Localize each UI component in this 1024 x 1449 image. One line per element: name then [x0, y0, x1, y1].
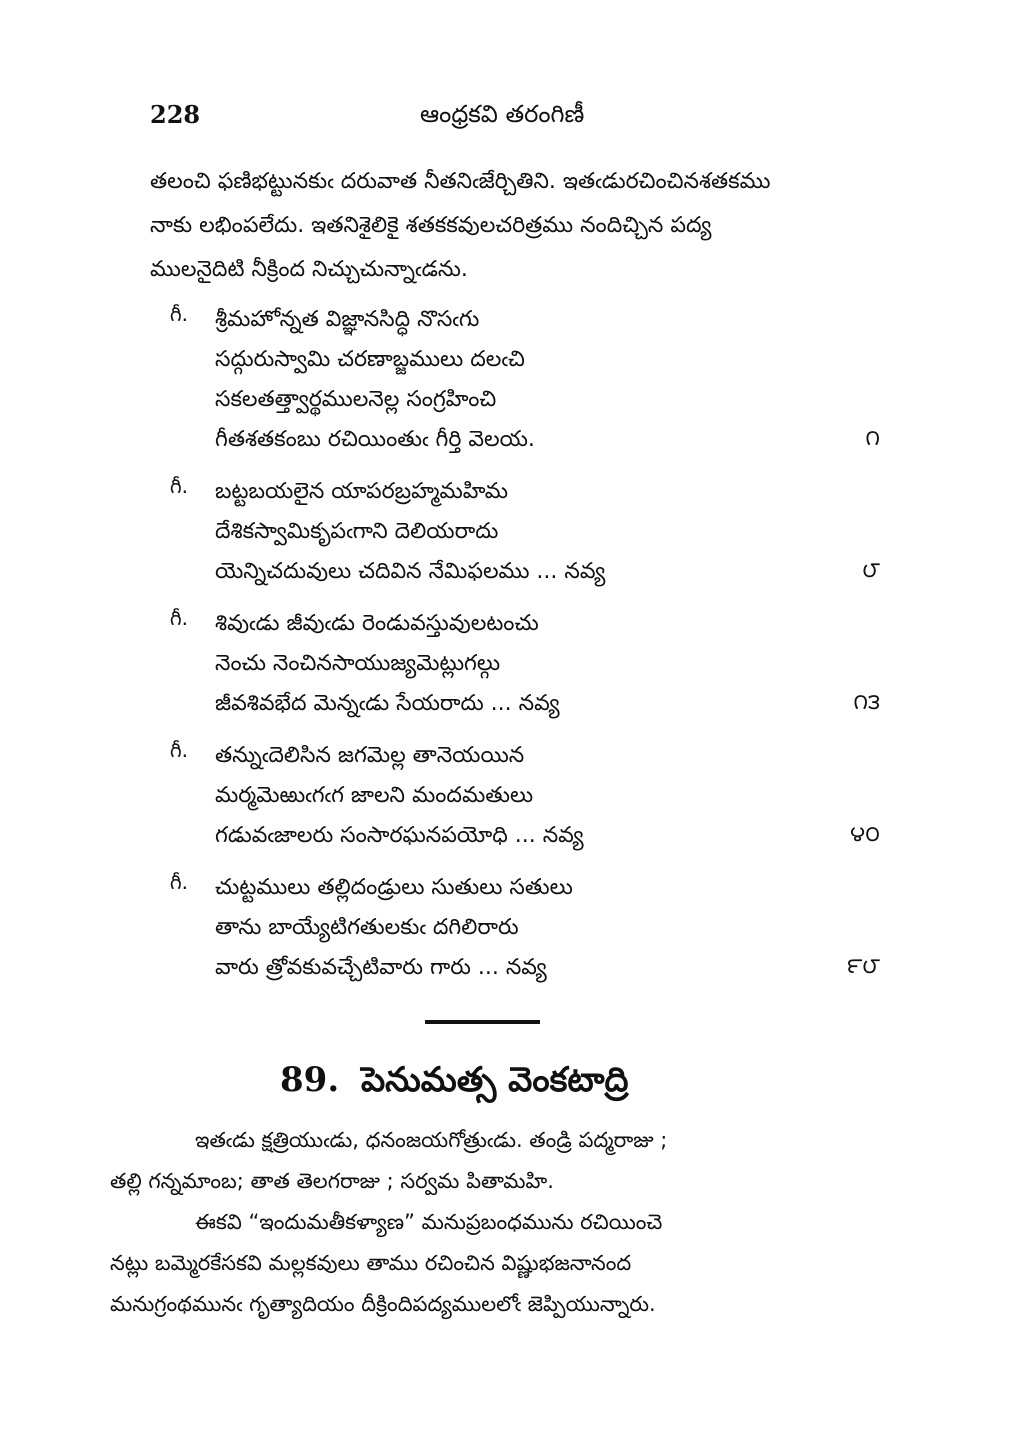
section-heading [280, 1060, 628, 1108]
verse-1 [160, 300, 900, 460]
verse-meter-marker: గీ. [170, 870, 189, 894]
verse-meter-marker: గీ. [170, 302, 189, 326]
verse-lines [215, 868, 900, 988]
verse-line: బట్టబయలైన యాపరబ్రహ్మమహిమ [215, 479, 509, 504]
intro-line: నాకు లభింపలేదు. ఇతనిశైలికై శతకకవులచరిత్రము నందిచ్చిన పద్య [150, 213, 712, 238]
verse-lines [215, 300, 900, 460]
section-number: 89. [280, 1060, 340, 1100]
verse-line: తాను బాయ్యేటిగతులకుఁ దగిలిరారు [215, 915, 519, 940]
verse-line: మర్మమెఱుఁగఁగ జాలని మందమతులు [215, 783, 534, 808]
verse-line: శ్రీమహోన్నత విజ్ఞానసిద్ధి నొసఁగు [215, 307, 480, 332]
verse-line: జీవశివభేద మెన్నఁడు సేయరాదు ... నవ్య [215, 691, 560, 716]
page-number: 228 [150, 100, 201, 129]
page-header [150, 100, 870, 140]
verse-line: వారు త్రోవకువచ్చేటివారు గారు ... నవ్య [215, 955, 547, 980]
bio-line: ఈకవి “ఇందుమతీకళ్యాణ” మనుప్రబంధమును రచియించె [195, 1210, 663, 1234]
verse-meter-marker: గీ. [170, 606, 189, 630]
running-title: ఆంధ్రకవి తరంగిణీ [420, 100, 585, 128]
verse-number: ౯౮ [846, 954, 880, 979]
verse-line: గడువఁజాలరు సంసారఘనపయోధి ... నవ్య [215, 823, 584, 848]
verse-4 [160, 736, 900, 856]
verse-number: ౪౦ [850, 822, 880, 847]
verse-line: నెంచు నెంచినసాయుజ్యమెట్లుగల్గు [215, 651, 501, 676]
intro-paragraph [150, 160, 910, 292]
intro-line: తలంచి ఫణిభట్టునకుఁ దరువాత నీతనిఁజేర్చితిని. ఇతఁడురచించినశతకము [150, 169, 771, 194]
verse-list [160, 300, 900, 1000]
verse-line: చుట్టములు తల్లిదండ్రులు సుతులు సతులు [215, 875, 573, 900]
verse-line: సకలతత్త్వార్థములనెల్ల సంగ్రహించి [215, 387, 497, 412]
verse-line: సద్గురుస్వామి చరణాబ్జములు దలఁచి [215, 347, 525, 372]
verse-lines [215, 472, 900, 592]
section-divider [425, 1020, 540, 1024]
verse-5 [160, 868, 900, 988]
bio-line: మనుగ్రంథమునఁ గృత్యాదియం దీక్రిందిపద్యములలోఁ జెప్పియున్నారు. [110, 1292, 656, 1316]
verse-2 [160, 472, 900, 592]
intro-line: ములనైదిటి నీక్రింద నిచ్చుచున్నాఁడను. [150, 257, 468, 282]
verse-line: గీతశతకంబు రచియింతుఁ గీర్తి వెలయ. [215, 427, 535, 452]
section-title: పెనుమత్స వెంకటాద్రి [361, 1060, 629, 1100]
verse-number: ౧ [865, 426, 880, 451]
verse-line: తన్నుఁదెలిసిన జగమెల్ల తానెయయిన [215, 743, 525, 768]
verse-lines [215, 604, 900, 724]
verse-meter-marker: గీ. [170, 738, 189, 762]
verse-number: ౧౩ [853, 690, 880, 715]
bio-line: నట్లు బమ్మెరకేసకవి మల్లకవులు తాము రచించిన విష్ణుభజనానంద [110, 1251, 632, 1275]
bio-line: తల్లి గన్నమాంబ; తాత తెలగరాజు ; సర్వమ పితామహి. [110, 1169, 554, 1193]
verse-lines [215, 736, 900, 856]
bio-paragraph [110, 1120, 890, 1325]
bio-line: ఇతఁడు క్షత్రియుఁడు, ధనంజయగోత్రుఁడు. తండ్రి పద్మరాజు ; [195, 1128, 668, 1152]
verse-3 [160, 604, 900, 724]
verse-meter-marker: గీ. [170, 474, 189, 498]
verse-line: దేశికస్వామికృపఁగాని దెలియరాదు [215, 519, 499, 544]
verse-number: ౮ [862, 558, 880, 583]
verse-line: యెన్నిచదువులు చదివిన నేమిఫలము ... నవ్య [215, 559, 606, 584]
verse-line: శివుఁడు జీవుఁడు రెండువస్తువులటంచు [215, 611, 539, 636]
